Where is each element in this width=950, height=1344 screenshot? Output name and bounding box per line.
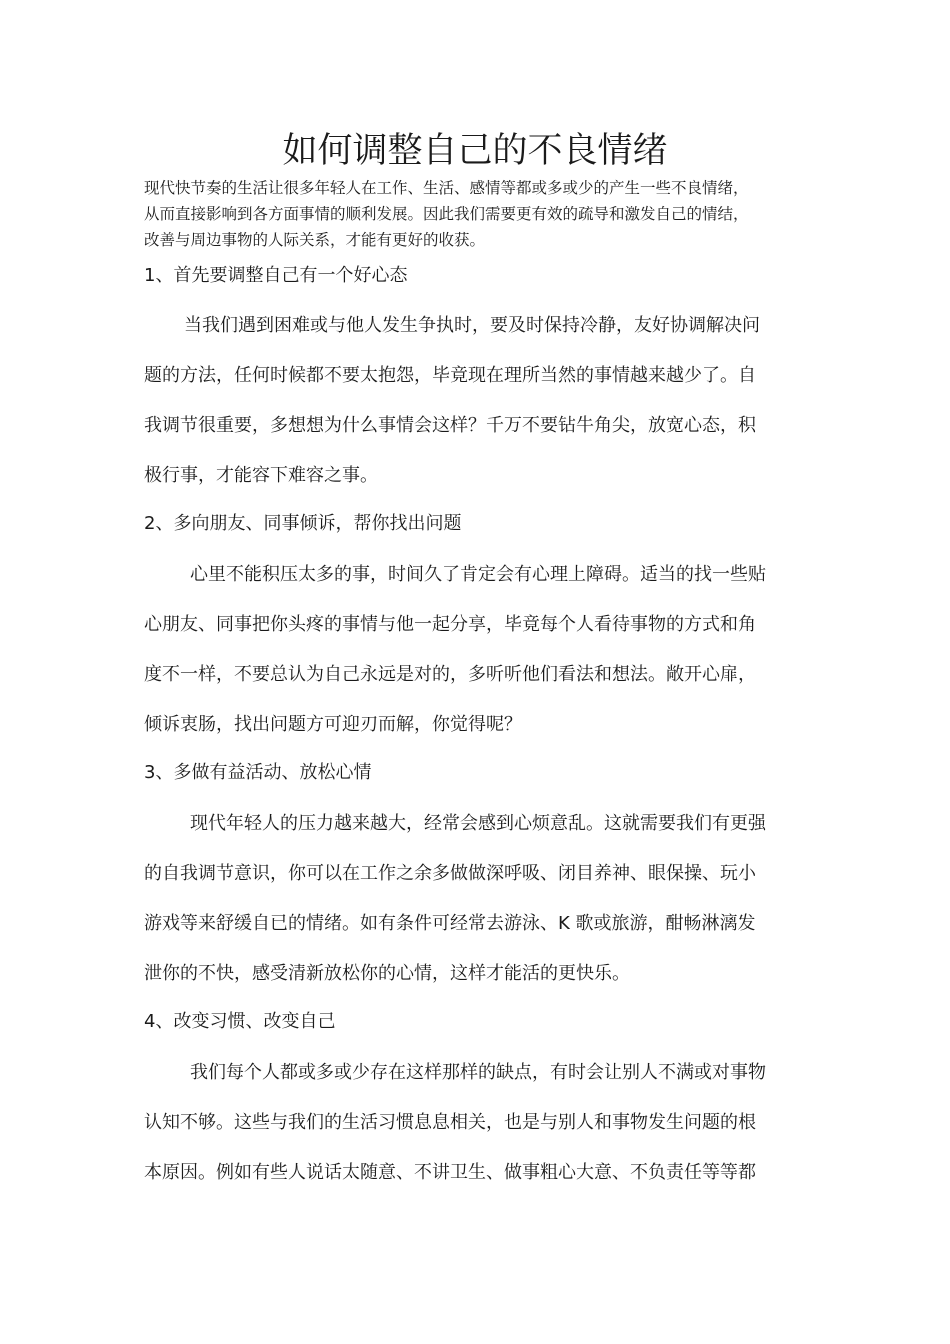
paragraph-line: 现代年轻人的压力越来越大，经常会感到心烦意乱。这就需要我们有更强 (190, 813, 766, 834)
paragraph-line: 心朋友、同事把你头疼的事情与他一起分享，毕竟每个人看待事物的方式和角 (144, 614, 756, 635)
intro-line: 现代快节奏的生活让很多年轻人在工作、生活、感情等都或多或少的产生一些不良情绪， (144, 179, 749, 197)
document-title: 如何调整自己的不良情绪 (282, 131, 668, 171)
intro-line: 从而直接影响到各方面事情的顺利发展。因此我们需要更有效的疏导和激发自己的情结， (144, 205, 749, 223)
paragraph-line: 本原因。例如有些人说话太随意、不讲卫生、做事粗心大意、不负责任等等都 (144, 1162, 756, 1183)
paragraph-line: 当我们遇到困难或与他人发生争执时，要及时保持冷静，友好协调解决问 (184, 315, 760, 336)
paragraph-line: 倾诉衷肠，找出问题方可迎刃而解，你觉得呢？ (144, 714, 522, 735)
section-paragraph-3 (144, 810, 808, 1010)
section-heading-3: 3、多做有益活动、放松心情 (144, 762, 372, 783)
paragraph-line: 题的方法，任何时候都不要太抱怨，毕竟现在理所当然的事情越来越少了。自 (144, 365, 756, 386)
paragraph-line: 认知不够。这些与我们的生活习惯息息相关，也是与别人和事物发生问题的根 (144, 1112, 756, 1133)
paragraph-line: 心里不能积压太多的事，时间久了肯定会有心理上障碍。适当的找一些贴 (190, 564, 766, 585)
intro-paragraph (144, 175, 808, 253)
intro-line: 改善与周边事物的人际关系，才能有更好的收获。 (144, 231, 486, 249)
paragraph-line: 游戏等来舒缓自已的情绪。如有条件可经常去游泳、K 歌或旅游，酣畅淋漓发 (144, 913, 756, 934)
paragraph-line: 的自我调节意识，你可以在工作之余多做做深呼吸、闭目养神、眼保操、玩小 (144, 863, 756, 884)
paragraph-line: 泄你的不快，感受清新放松你的心情，这样才能活的更快乐。 (144, 963, 630, 984)
paragraph-line: 我们每个人都或多或少存在这样那样的缺点，有时会让别人不满或对事物 (190, 1062, 766, 1083)
paragraph-line: 我调节很重要，多想想为什么事情会这样？千万不要钻牛角尖，放宽心态，积 (144, 415, 756, 436)
section-heading-2: 2、多向朋友、同事倾诉，帮你找出问题 (144, 513, 462, 534)
section-heading-4: 4、改变习惯、改变自己 (144, 1011, 336, 1032)
section-paragraph-2 (144, 561, 808, 761)
section-paragraph-1 (144, 312, 808, 512)
section-heading-1: 1、首先要调整自己有一个好心态 (144, 265, 408, 286)
paragraph-line: 度不一样，不要总认为自己永远是对的，多听听他们看法和想法。敞开心扉， (144, 664, 756, 685)
paragraph-line: 极行事，才能容下难容之事。 (144, 465, 378, 486)
section-paragraph-4 (144, 1059, 808, 1209)
